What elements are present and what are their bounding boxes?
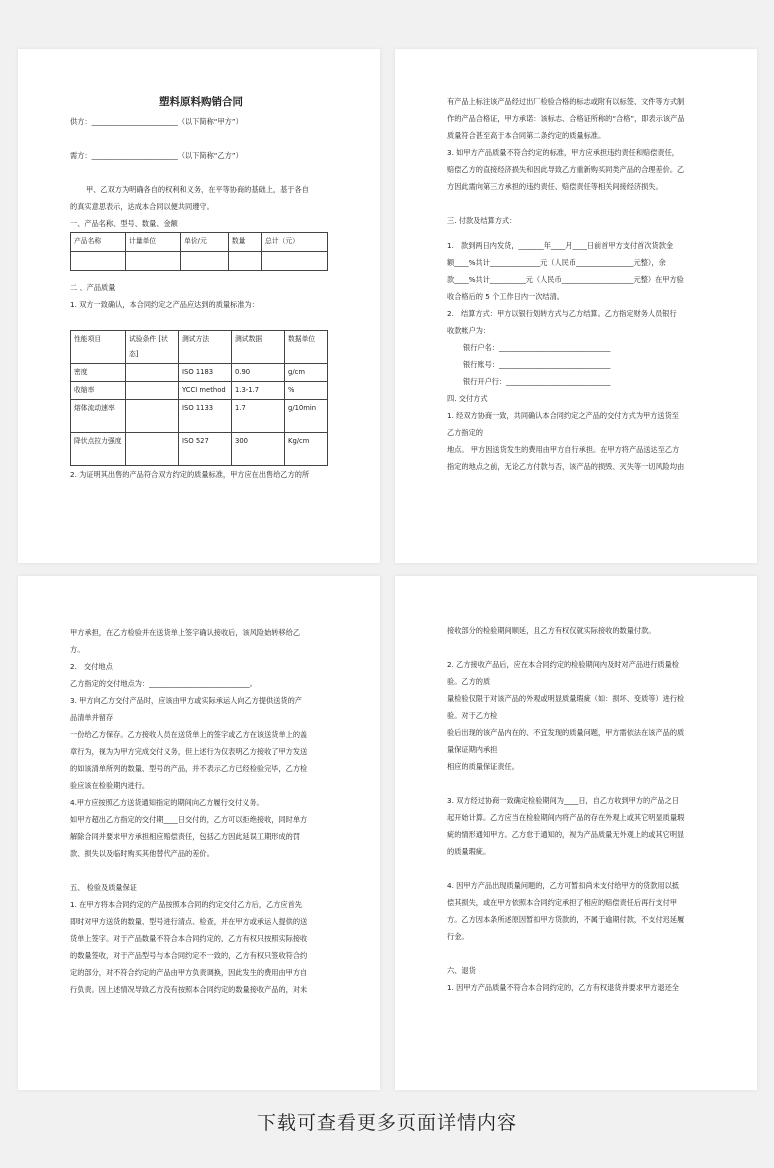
paragraph-line: 甲方承担，在乙方检验并在送货单上签字确认接收后，该风险始转移给乙 (70, 628, 301, 637)
paragraph-line: 乙方指定的交付地点为：____________________________。 (70, 679, 257, 688)
table-cell: ISO 527 (179, 433, 232, 466)
supplier-line: 供方：________________________（以下简称“甲方”） (70, 117, 243, 126)
paragraph-line: 有产品上标注该产品经过出厂检验合格的标志或附有以标签、文件等方式制 (447, 97, 685, 106)
intro-line-1: 甲、乙双方为明确各自的权利和义务，在平等协商的基础上，基于各自 (86, 185, 309, 194)
paragraph-line: 3. 双方经过协商一致确定检验期间为____日，自乙方收到甲方的产品之日 (447, 796, 679, 805)
section-6-heading: 六、退货 (447, 966, 476, 975)
product-table (70, 232, 328, 271)
paragraph-line: 款、损失以及临时购买其他替代产品的差价。 (70, 849, 214, 858)
table-header-cell: 测试方法 (179, 331, 232, 364)
table-cell: YCCI method (179, 382, 232, 400)
table-header-cell: 单价/元 (181, 233, 229, 252)
table-cell (126, 252, 181, 271)
table-cell (181, 252, 229, 271)
table-cell: g/10min (285, 400, 328, 433)
document-page-3 (18, 576, 380, 1090)
paragraph-line: 指定的地点之前，无论乙方付款与否，该产品的损毁、灭失等一切风险均由 (447, 462, 685, 471)
table-row (71, 382, 328, 400)
paragraph-line: 作的产品合格证，甲方承诺：该标志、合格证所称的“合格”，即表示该产品 (447, 114, 685, 123)
paragraph-line: 验应该在检验期内进行。 (70, 781, 150, 790)
paragraph-line: 验。对于乙方检 (447, 711, 498, 720)
paragraph-line: 如甲方超出乙方指定的交付期____日交付的，乙方可以拒绝接收，同时单方 (70, 815, 308, 824)
table-header-cell: 产品名称 (71, 233, 126, 252)
paragraph-line: 乙方指定的 (447, 428, 483, 437)
paragraph-line: 的数量签收，对于产品型号与本合同约定不一致的，乙方有权只签收符合约 (70, 951, 308, 960)
table-cell: 300 (232, 433, 285, 466)
contract-title: 塑料原料购销合同 (159, 96, 243, 108)
bank-branch: 银行开户行：_____________________________ (463, 377, 611, 386)
table-cell: % (285, 382, 328, 400)
bank-account-number: 银行账号：_______________________________ (463, 360, 611, 369)
table-header-cell: 数据单位 (285, 331, 328, 364)
payment-line: 款____%共计__________元（人民币____________________元整）在甲方验 (447, 275, 684, 284)
table-header-cell: 计量单位 (126, 233, 181, 252)
paragraph-line: 4.甲方应按照乙方送货通知指定的期间向乙方履行交付义务。 (70, 798, 264, 807)
paragraph-line: 1. 因甲方产品质量不符合本合同约定的，乙方有权退货并要求甲方退还全 (447, 983, 679, 992)
section-1-heading: 一、产品名称、型号、数量、金额 (70, 219, 178, 228)
paragraph-line: 定的部分，对不符合约定的产品由甲方负责调换，因此发生的费用由甲方自 (70, 968, 308, 977)
table-row (71, 400, 328, 433)
table-cell: ISO 1133 (179, 400, 232, 433)
table-cell: 降伏点拉力强度 (71, 433, 126, 466)
table-cell (126, 382, 179, 400)
paragraph-line: 行负责。因上述情况导致乙方没有按照本合同约定的数量接收产品的，对未 (70, 985, 308, 994)
paragraph-line: 行金。 (447, 932, 469, 941)
section-2-heading: 二 、产品质量 (70, 283, 116, 292)
section-3-heading: 三. 付款及结算方式： (447, 216, 517, 225)
paragraph-line: 1. 经双方协商一致，共同确认本合同约定之产品的交付方式为甲方送货至 (447, 411, 679, 420)
paragraph-line: 验后出现的该产品内在的、不宜发现的质量问题，甲方需依法在该产品的质 (447, 728, 685, 737)
paragraph-line: 一份给乙方保存。乙方接收人员在送货单上的签字或乙方在该送货单上的盖 (70, 730, 308, 739)
paragraph-line: 偿其损失，或在甲方依照本合同约定承担了相应的赔偿责任后再行支付甲 (447, 898, 678, 907)
quality-clause-1: 1. 双方一致确认，本合同约定之产品应达到的质量标准为： (70, 300, 259, 309)
payment-line: 2. 结算方式：甲方以银行划转方式与乙方结算。乙方指定财务人员银行 (447, 309, 677, 318)
paragraph-line: 4. 因甲方产品出现质量问题的，乙方可暂扣尚未支付给甲方的货款用以抵 (447, 881, 679, 890)
section-4-heading: 四. 交付方式 (447, 394, 488, 403)
table-header-cell: 测试数据 (232, 331, 285, 364)
table-header-cell: 数量 (228, 233, 261, 252)
paragraph-line: 的如该清单所列的数量、型号的产品，并不表示乙方已经检验完毕，乙方检 (70, 764, 308, 773)
paragraph-line: 1. 在甲方将本合同约定的产品按照本合同的约定交付乙方后，乙方应首先 (70, 900, 302, 909)
quality-table (70, 330, 328, 466)
table-cell (228, 252, 261, 271)
paragraph-line: 2. 乙方接收产品后，应在本合同约定的检验期间内及时对产品进行质量检 (447, 660, 679, 669)
paragraph-line: 3. 甲方向乙方交付产品时，应该由甲方或实际承运人向乙方提供送货的产 (70, 696, 302, 705)
paragraph-line: 方。 (70, 645, 85, 654)
paragraph-line: 方因此需向第三方承担的违约责任、赔偿责任等相关间接经济损失。 (447, 182, 663, 191)
paragraph-line: 量保证期内承担 (447, 745, 498, 754)
table-cell: Kg/cm (285, 433, 328, 466)
paragraph-line: 地点。 甲方因送货发生的费用由甲方自行承担。在甲方将产品送达至乙方 (447, 445, 680, 454)
paragraph-line: 接收部分的检验期间顺延，且乙方有权仅就实际接收的数量付款。 (447, 626, 656, 635)
paragraph-line: 相应的质量保证责任。 (447, 762, 519, 771)
table-cell (126, 400, 179, 433)
paragraph-line: 赔偿乙方的直接经济损失和因此导致乙方重新购买同类产品的合理差价。乙 (447, 165, 685, 174)
table-cell (71, 252, 126, 271)
table-cell: g/cm (285, 364, 328, 382)
payment-line: 收合格后的 5 个工作日内一次结清。 (447, 292, 564, 301)
document-page-4 (395, 576, 757, 1090)
table-cell (126, 433, 179, 466)
paragraph-line: 货单上签字。对于产品数量不符合本合同约定的，乙方有权只按照实际接收 (70, 934, 308, 943)
table-cell: 1.7 (232, 400, 285, 433)
table-header-cell: 性能项目 (71, 331, 126, 364)
paragraph-line: 2. 交付地点 (70, 662, 113, 671)
table-row (71, 364, 328, 382)
paragraph-line: 解除合同并要求甲方承担相应赔偿责任，包括乙方因此延误工期形成的罚 (70, 832, 301, 841)
paragraph-line: 疵的情形通知甲方。乙方怠于通知的，视为产品质量无外观上的或其它明显 (447, 830, 685, 839)
table-header-row (71, 331, 328, 364)
table-cell: 1.3-1.7 (232, 382, 285, 400)
paragraph-line: 的质量瑕疵。 (447, 847, 491, 856)
paragraph-line: 品清单并留存 (70, 713, 114, 722)
table-cell: 密度 (71, 364, 126, 382)
table-header-cell: 试验条件 [状态] (126, 331, 179, 364)
buyer-line: 需方：________________________（以下简称“乙方”） (70, 151, 243, 160)
paragraph-line: 验。乙方的质 (447, 677, 491, 686)
table-cell (261, 252, 327, 271)
table-cell: ISO 1183 (179, 364, 232, 382)
quality-clause-2: 2. 为证明其出售的产品符合双方约定的质量标准，甲方应在出售给乙方的所 (70, 470, 310, 479)
table-header-row (71, 233, 328, 252)
paragraph-line: 3. 如甲方产品质量不符合约定的标准，甲方应承担违约责任和赔偿责任， (447, 148, 679, 157)
payment-line: 收款帐户为： (447, 326, 491, 335)
paragraph-line: 方。乙方因本条所述原因暂扣甲方货款的，不属于逾期付款，不支付迟延履 (447, 915, 685, 924)
paragraph-line: 起开始计算。乙方应当在检验期间内将产品的存在外观上或其它明显质量瑕 (447, 813, 685, 822)
document-page-2 (395, 49, 757, 563)
table-row (71, 433, 328, 466)
table-header-cell: 总计（元） (261, 233, 327, 252)
table-cell (126, 364, 179, 382)
download-more-caption: 下载可查看更多页面详情内容 (256, 1112, 517, 1134)
paragraph-line: 量检验仅限于对该产品的外观或明显质量瑕疵（如：损坏、变质等）进行检 (447, 694, 685, 703)
paragraph-line: 质量符合甚至高于本合同第二条约定的质量标准。 (447, 131, 606, 140)
payment-line: 1. 款到两日内发货，_______年____月____日前首甲方支付首次货款金 (447, 241, 674, 250)
paragraph-line: 章行为，视为为甲方完成交付义务，但上述行为仅表明乙方接收了甲方发送 (70, 747, 308, 756)
table-cell: 熔体流动速率 (71, 400, 126, 433)
table-row (71, 252, 328, 271)
section-5-heading: 五、 检验及质量保证 (70, 883, 137, 892)
table-cell: 收缩率 (71, 382, 126, 400)
intro-line-2: 的真实意思表示，达成本合同以便共同遵守。 (70, 202, 214, 211)
table-cell: 0.90 (232, 364, 285, 382)
payment-line: 额____%共计______________元（人民币________________元整），余 (447, 258, 666, 267)
paragraph-line: 即时对甲方送货的数量、型号进行清点、检查，并在甲方或承运人提供的送 (70, 917, 308, 926)
document-page-1 (18, 49, 380, 563)
bank-account-name: 银行户名：_______________________________ (463, 343, 611, 352)
